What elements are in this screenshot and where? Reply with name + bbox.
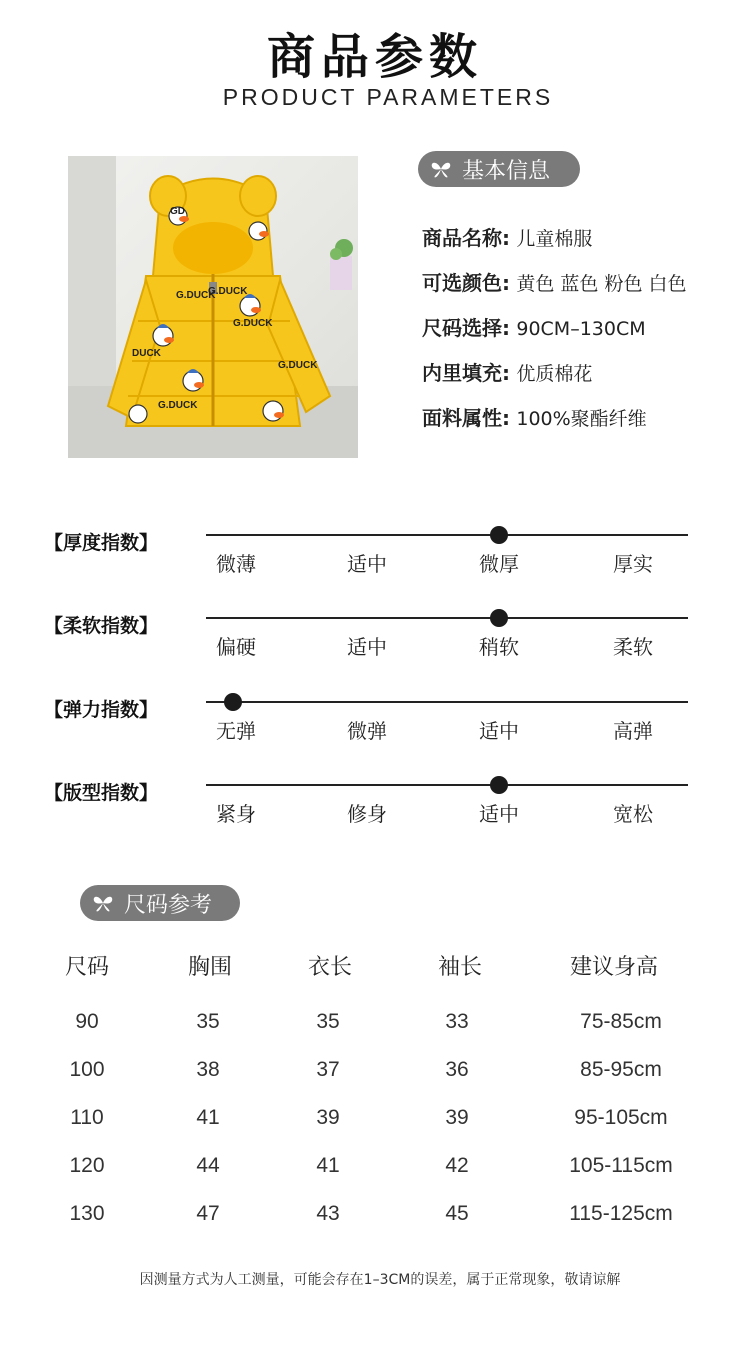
size-cell: 42	[445, 1154, 469, 1177]
measurement-note: 因测量方式为人工测量，可能会存在1–3CM的误差，属于正常现象，敬请谅解	[139, 1272, 621, 1288]
butterfly-icon	[430, 158, 452, 180]
thickness-option: 微薄	[216, 552, 256, 576]
softness-option: 柔软	[613, 635, 653, 659]
print-label: G.DUCK	[176, 290, 216, 301]
print-label: G.DUCK	[158, 400, 198, 411]
info-key: 内里填充:	[422, 361, 510, 385]
size-cell: 95-105cm	[574, 1106, 668, 1129]
info-value: 优质棉花	[516, 363, 593, 385]
butterfly-icon	[92, 892, 114, 914]
basic-info-badge	[418, 151, 580, 187]
fit-option: 适中	[479, 802, 519, 826]
size-chart-badge	[80, 885, 240, 921]
softness-option: 稍软	[479, 635, 519, 659]
size-col-header: 袖长	[437, 955, 482, 980]
size-col-header: 建议身高	[569, 955, 658, 980]
info-key: 面料属性:	[422, 406, 510, 430]
size-cell: 43	[316, 1202, 340, 1225]
size-cell: 33	[445, 1010, 469, 1033]
info-key: 商品名称:	[422, 226, 510, 250]
size-cell: 45	[445, 1202, 469, 1225]
page-title: 商品参数	[266, 29, 483, 85]
size-cell: 41	[196, 1106, 220, 1129]
fit-index-label: 【版型指数】	[44, 782, 159, 804]
thickness-option: 厚实	[613, 552, 653, 576]
elasticity-index-line	[206, 701, 688, 703]
softness-option: 适中	[347, 635, 387, 659]
fit-index-line	[206, 784, 688, 786]
size-cell: 130	[69, 1202, 105, 1225]
softness-index-line	[206, 617, 688, 619]
size-cell: 120	[69, 1154, 105, 1177]
info-row-sizes	[422, 312, 646, 341]
size-cell: 35	[196, 1010, 220, 1033]
size-cell: 90	[75, 1010, 99, 1033]
print-label: G.DUCK	[208, 286, 248, 297]
basic-info-badge-label: 基本信息	[462, 158, 551, 184]
print-label: G.DUCK	[233, 318, 273, 329]
thickness-option: 适中	[347, 552, 387, 576]
size-cell: 38	[196, 1058, 220, 1081]
elasticity-index-marker	[224, 693, 242, 711]
info-row-fabric	[422, 402, 647, 431]
elasticity-option: 无弹	[216, 719, 256, 743]
jacket-illustration	[68, 156, 358, 458]
thickness-index-marker	[490, 526, 508, 544]
size-cell: 39	[445, 1106, 469, 1129]
info-row-filling	[422, 357, 592, 386]
size-cell: 85-95cm	[580, 1058, 662, 1081]
size-cell: 35	[316, 1010, 340, 1033]
size-chart-badge-label: 尺码参考	[124, 892, 213, 918]
elasticity-option: 微弹	[347, 719, 387, 743]
fit-option: 修身	[347, 802, 387, 826]
print-label: DUCK	[132, 348, 161, 359]
elasticity-index-label: 【弹力指数】	[44, 699, 159, 721]
elasticity-option: 适中	[479, 719, 519, 743]
info-row-name	[422, 222, 592, 251]
info-value: 儿童棉服	[516, 228, 593, 250]
size-cell: 75-85cm	[580, 1010, 662, 1033]
info-key: 尺码选择:	[422, 316, 510, 340]
info-row-colors	[422, 267, 686, 296]
thickness-index-label: 【厚度指数】	[44, 532, 159, 554]
softness-index-label: 【柔软指数】	[44, 615, 159, 637]
size-cell: 36	[445, 1058, 469, 1081]
thickness-index-line	[206, 534, 688, 536]
print-label: GD	[170, 206, 185, 217]
softness-index-marker	[490, 609, 508, 627]
size-cell: 39	[316, 1106, 340, 1129]
size-cell: 100	[69, 1058, 105, 1081]
size-cell: 44	[196, 1154, 220, 1177]
fit-option: 紧身	[216, 802, 256, 826]
size-cell: 115-125cm	[569, 1202, 673, 1225]
info-value: 90CM–130CM	[516, 318, 646, 340]
info-value: 黄色 蓝色 粉色 白色	[516, 273, 687, 295]
info-value: 100%聚酯纤维	[516, 408, 647, 430]
page-subtitle: PRODUCT PARAMETERS	[222, 84, 554, 110]
fit-index-marker	[490, 776, 508, 794]
softness-option: 偏硬	[216, 635, 256, 659]
size-col-header: 衣长	[307, 955, 352, 980]
elasticity-option: 高弹	[613, 719, 653, 743]
size-cell: 110	[70, 1106, 104, 1129]
print-label: G.DUCK	[278, 360, 318, 371]
size-col-header: 尺码	[64, 955, 109, 980]
thickness-option: 微厚	[479, 552, 519, 576]
size-cell: 37	[316, 1058, 340, 1081]
size-cell: 105-115cm	[569, 1154, 673, 1177]
size-col-header: 胸围	[187, 955, 232, 980]
fit-option: 宽松	[613, 802, 653, 826]
size-cell: 41	[316, 1154, 340, 1177]
size-cell: 47	[196, 1202, 220, 1225]
product-photo	[68, 156, 358, 458]
info-key: 可选颜色:	[422, 271, 510, 295]
